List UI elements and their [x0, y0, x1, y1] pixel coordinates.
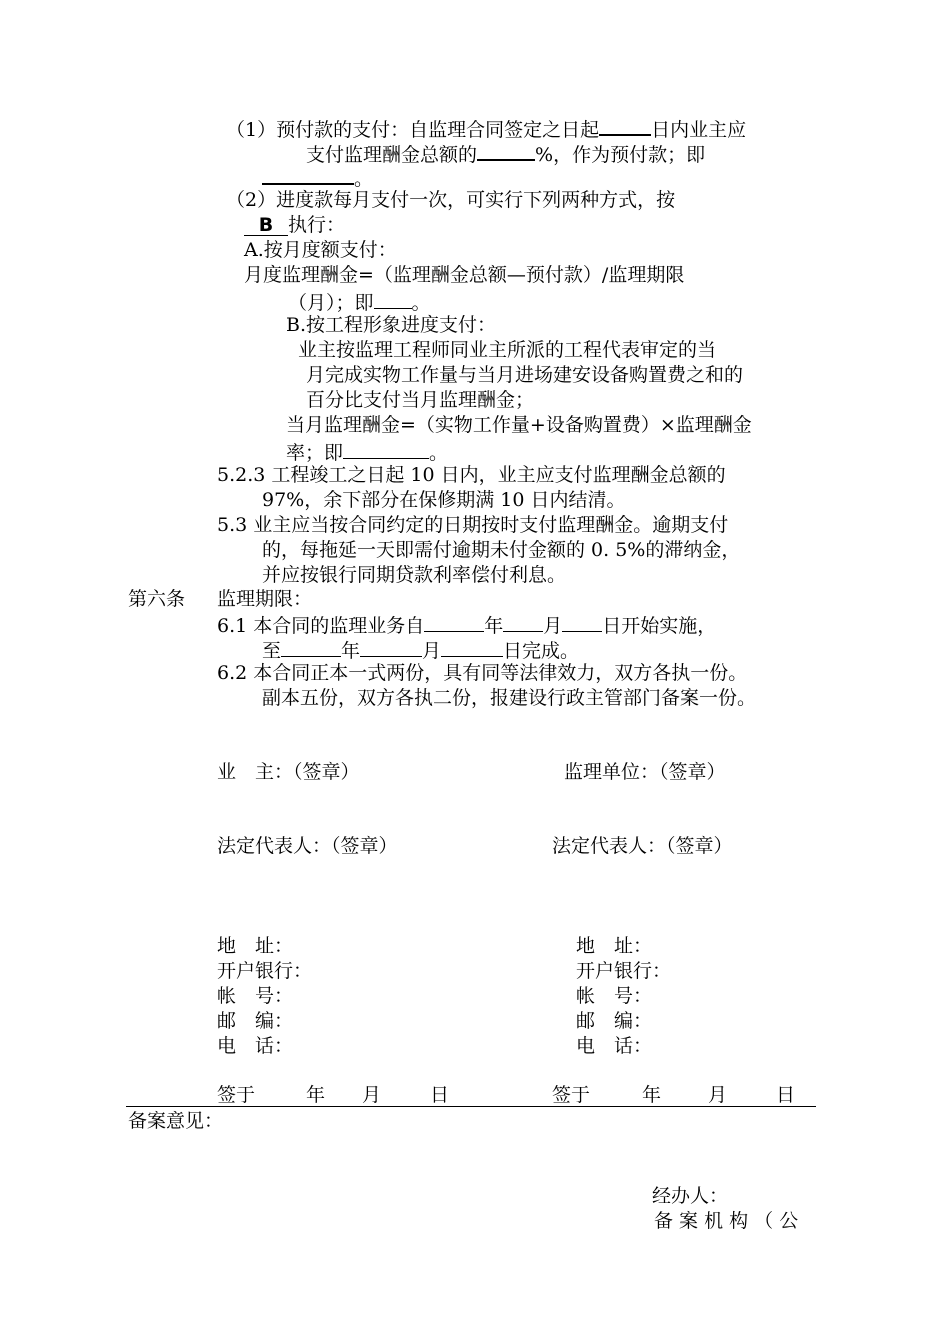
owner-signed-year: 年: [306, 1084, 326, 1106]
supervisor-signed-month: 月: [708, 1084, 728, 1106]
item2-line1: （2）进度款每月支付一次，可实行下列两种方式，按: [226, 189, 676, 211]
item1-line3: 。: [262, 163, 373, 192]
blank-days[interactable]: [599, 114, 651, 136]
supervisor-account: 帐 号：: [576, 985, 653, 1007]
owner-signature: 业 主：（签章）: [217, 761, 360, 783]
blank-prepay-amount[interactable]: [262, 163, 354, 185]
clause-5-3-line3: 并应按银行同期贷款利率偿付利息。: [262, 564, 567, 586]
option-b-formula2: 率；即 。: [286, 438, 448, 466]
clause-6-2-line2: 副本五份，双方各执二份，报建设行政主管部门备案一份。: [262, 687, 757, 709]
owner-bank: 开户银行：: [217, 960, 313, 982]
clause-5-3-line1: 5.3 业主应当按合同约定的日期按时支付监理酬金。逾期支付: [217, 514, 729, 536]
chosen-option[interactable]: B: [244, 215, 288, 236]
option-b-title: B.按工程形象进度支付：: [286, 314, 497, 336]
supervisor-bank: 开户银行：: [576, 960, 672, 982]
clause-5-2-3-line2: 97%，余下部分在保修期满 10 日内结清。: [262, 489, 626, 511]
section-divider: [126, 1106, 816, 1107]
blank-percent[interactable]: [477, 139, 535, 161]
blank-end-day[interactable]: [441, 636, 503, 657]
option-b-desc2: 月完成实物工作量与当月进场建安设备购置费之和的: [306, 364, 744, 386]
option-a-formula: 月度监理酬金=（监理酬金总额—预付款）/监理期限: [244, 264, 685, 286]
supervisor-signed-at: 签于: [552, 1084, 591, 1106]
blank-monthly-fee[interactable]: [374, 288, 412, 309]
clause-5-2-3-line1: 5.2.3 工程竣工之日起 10 日内，业主应支付监理酬金总额的: [217, 464, 726, 486]
supervisor-postcode: 邮 编：: [576, 1010, 653, 1032]
owner-rep-signature: 法定代表人：（签章）: [217, 835, 398, 857]
owner-signed-day: 日: [430, 1084, 450, 1106]
owner-signed-at: 签于: [217, 1084, 256, 1106]
supervisor-signed-day: 日: [776, 1084, 796, 1106]
filing-opinion: 备案意见：: [128, 1110, 224, 1132]
article6-title: 监理期限：: [217, 588, 313, 610]
owner-phone: 电 话：: [217, 1035, 294, 1057]
owner-account: 帐 号：: [217, 985, 294, 1007]
item2-line2: B 执行：: [244, 213, 345, 238]
blank-start-month[interactable]: [503, 611, 543, 632]
owner-signed-month: 月: [362, 1084, 382, 1106]
owner-address: 地 址：: [217, 935, 294, 957]
blank-start-day[interactable]: [562, 611, 602, 632]
clause-6-1-line2: 至 年 月 日完成。: [262, 636, 579, 664]
supervisor-signed-year: 年: [642, 1084, 662, 1106]
owner-postcode: 邮 编：: [217, 1010, 294, 1032]
supervisor-rep-signature: 法定代表人：（签章）: [552, 835, 733, 857]
supervisor-signature: 监理单位：（签章）: [564, 761, 726, 783]
item1-line2: 支付监理酬金总额的 %，作为预付款；即: [306, 139, 705, 168]
blank-rate-amount[interactable]: [343, 438, 429, 459]
clause-6-2-line1: 6.2 本合同正本一式两份，具有同等法律效力，双方各执一份。: [217, 662, 748, 684]
filing-agency: 备 案 机 构 （ 公: [654, 1210, 799, 1232]
blank-end-month[interactable]: [360, 636, 422, 657]
option-b-formula1: 当月监理酬金=（实物工作量+设备购置费）×监理酬金: [286, 414, 752, 436]
option-b-desc1: 业主按监理工程师同业主所派的工程代表审定的当: [298, 339, 717, 361]
clause-5-3-line2: 的，每拖延一天即需付逾期未付金额的 0. 5%的滞纳金，: [262, 539, 741, 561]
option-b-desc3: 百分比支付当月监理酬金；: [306, 389, 535, 411]
filing-handler: 经办人：: [652, 1185, 729, 1207]
blank-end-year[interactable]: [281, 636, 341, 657]
option-a-line2: （月）；即 。: [288, 288, 431, 316]
supervisor-address: 地 址：: [576, 935, 653, 957]
item1-line1: （1）预付款的支付：自监理合同签定之日起 日内业主应: [226, 114, 746, 143]
blank-start-year[interactable]: [424, 611, 484, 632]
clause-6-1-line1: 6.1 本合同的监理业务自 年 月 日开始实施，: [217, 611, 716, 639]
supervisor-phone: 电 话：: [576, 1035, 653, 1057]
article6-label: 第六条: [128, 588, 186, 610]
option-a-title: A.按月度额支付：: [244, 239, 397, 261]
